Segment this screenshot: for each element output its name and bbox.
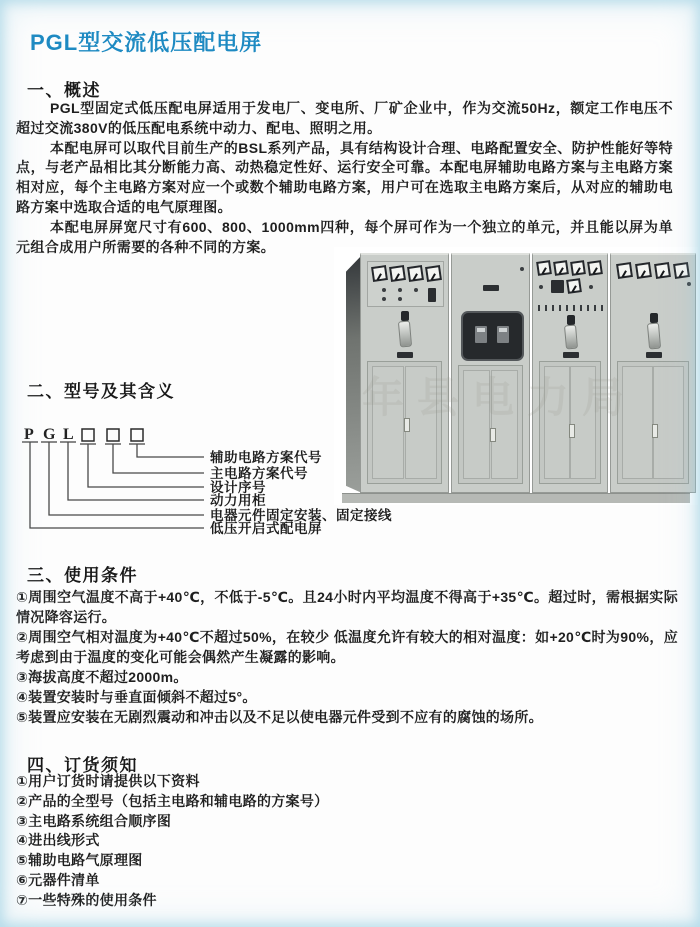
condition-item-2: ②周围空气相对温度为+40℃不超过50%，在较少 低温度允许有较大的相对温度：如+20℃时为90%，应考虑到由于温度的变化可能会偶然产生凝露的影响。 [16,629,678,665]
door-handle [490,428,496,442]
terminal-icon [601,305,603,311]
photo-watermark: 年县电力局 [362,374,638,421]
ordering-list [16,772,678,911]
meter-gauge-icon [616,262,633,279]
indicator-lamp-icon [687,282,691,286]
section-heading-model: 二、型号及其含义 [27,382,175,401]
window-meter-icon [475,326,487,343]
breaker-lever-knob [567,315,575,325]
nameplate [397,352,413,358]
ordering-item-7: ⑦一些特殊的使用条件 [16,891,157,908]
terminal-icon [573,305,575,311]
meter-gauge-icon [654,262,671,279]
ordering-item-6: ⑥元器件清单 [16,871,100,888]
indicator-lamp-icon [382,288,386,292]
model-designation-diagram [16,420,436,542]
model-box-2 [107,429,119,441]
model-box-3 [131,429,143,441]
door-handle [569,424,575,438]
meter-gauge-icon [570,260,586,276]
breaker-lever-knob [650,313,658,323]
terminal-icon [587,305,589,311]
window-meter-icon [497,326,509,343]
relay-unit-icon [551,280,564,293]
indicator-lamp-icon [382,297,386,301]
overview-paragraph-1: PGL型固定式低压配电屏适用于发电厂、变电所、厂矿企业中，作为交流50Hz，额定工作电压不超过交流380V的低压配电系统中动力、配电、照明之用。 [16,100,673,136]
section-heading-conditions: 三、使用条件 [27,566,138,585]
section-heading-ordering: 四、订货须知 [27,756,138,775]
indicator-lamp-icon [539,285,543,289]
section-heading-overview: 一、概述 [27,81,101,100]
model-label-aux-circuit: 辅助电路方案代号 [210,450,322,465]
meter-gauge-icon [536,260,552,276]
terminal-icon [594,305,596,311]
condition-item-1: ①周围空气温度不高于+40℃，不低于-5℃。且24小时内平均温度不得高于+35℃。超过时，需根据实际情况降容运行。 [16,589,678,625]
model-box-1 [82,429,94,441]
terminal-icon [580,305,582,311]
terminal-icon [566,305,568,311]
conditions-list [16,587,678,727]
indicator-lamp-icon [398,297,402,301]
meter-gauge-icon [371,265,388,282]
overview-body [16,99,673,257]
condition-item-4: ④装置安装时与垂直面倾斜不超过5°。 [16,689,257,705]
meter-window [461,311,524,361]
overview-paragraph-2: 本配电屏可以取代目前生产的BSL系列产品，具有结构设计合理、电路配置安全、防护性能好等特点，与老产品相比其分断能力高、动热稳定性好、运行安全可靠。本配电屏辅助电路方案与主电路方案相对应，每个主电路方案对应一个或数个辅助电路方案，用户可在选取主电路方案后，从对应的辅助电路方案中选取合适的电气原理图。 [16,139,673,215]
terminal-icon [538,305,540,311]
indicator-lamp-icon [414,288,418,292]
meter-gauge-icon [566,278,582,294]
condition-item-5: ⑤装置应安装在无剧烈震动和冲击以及不足以使电器元件受到不应有的腐蚀的场所。 [16,709,543,725]
meter-gauge-icon [635,262,652,279]
model-label-open-panel: 低压开启式配电屏 [210,521,322,536]
model-letter-g: G [43,426,56,443]
terminal-icon [552,305,554,311]
breaker-lever-handle [647,323,661,350]
ordering-item-4: ④进出线形式 [16,832,100,849]
ordering-item-1: ①用户订货时请提供以下资料 [16,773,200,789]
meter-gauge-icon [389,265,406,282]
overview-paragraph-3: 本配电屏屏宽尺寸有600、800、1000mm四种，每个屏可作为一个独立的单元，并且能以屏为单元组合成用户所需要的各种不同的方案。 [16,218,673,255]
model-letter-l: L [63,426,74,443]
model-letter-p: P [24,426,34,443]
indicator-lamp-icon [398,288,402,292]
nameplate [483,285,499,291]
breaker-lever-handle [398,321,412,348]
indicator-lamp-icon [589,285,593,289]
page-title: PGL型交流低压配电屏 [30,30,263,55]
ordering-item-5: ⑤辅助电路气原理图 [16,852,143,869]
model-label-design-serial: 设计序号 [210,480,266,495]
condition-item-3: ③海拔高度不超过2000m。 [16,669,188,685]
instrument-panel [367,261,444,307]
model-label-main-circuit: 主电路方案代号 [210,466,308,481]
meter-gauge-icon [553,260,569,276]
model-label-fixed-mount: 电器元件固定安装、固定接线 [210,508,392,523]
meter-gauge-icon [587,260,603,276]
meter-gauge-icon [425,265,442,282]
model-label-power-cabinet: 动力用柜 [210,493,266,508]
nameplate [646,352,662,358]
meter-gauge-icon [407,265,424,282]
breaker-lever-knob [401,311,409,321]
door-handle [652,424,658,438]
ordering-item-2: ②产品的全型号（包括主电路和辅电路的方案号） [16,792,329,809]
terminal-icon [545,305,547,311]
nameplate [563,352,579,358]
terminal-icon [559,305,561,311]
indicator-lamp-icon [520,267,524,271]
control-switch-icon [428,288,436,302]
breaker-lever-handle [564,325,578,350]
ordering-item-3: ③主电路系统组合顺序图 [16,812,172,829]
meter-gauge-icon [673,262,690,279]
